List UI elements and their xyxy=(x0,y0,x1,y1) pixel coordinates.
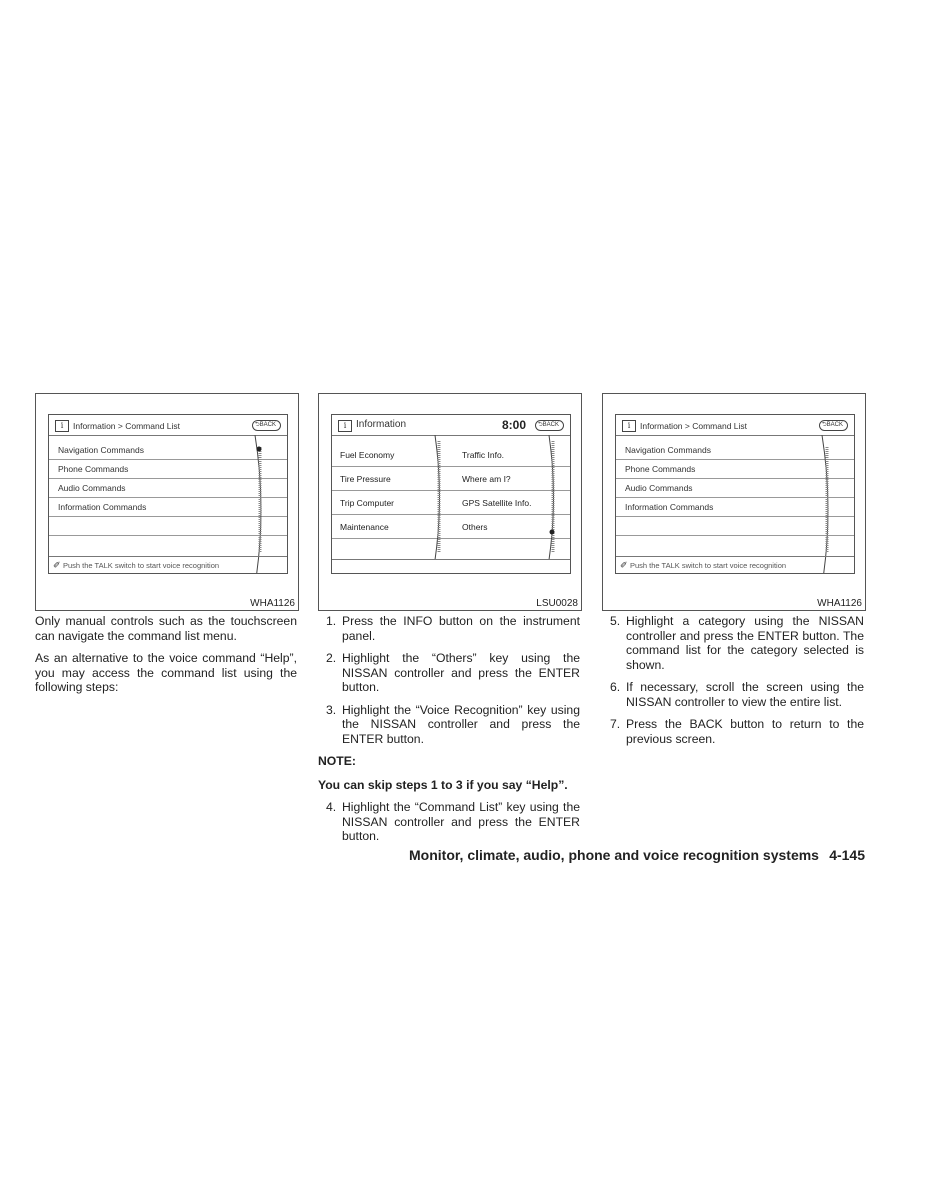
figure-caption: WHA1126 xyxy=(817,598,862,609)
back-label: BACK xyxy=(259,422,276,428)
paragraph: As an alternative to the voice command “Help”, you may access the command list using the following steps: xyxy=(35,651,297,694)
back-button[interactable]: ⮌BACK xyxy=(819,420,848,431)
scrollbar[interactable] xyxy=(253,435,269,574)
screen-title: Information > Command List xyxy=(640,421,748,431)
clock: 8:00 xyxy=(501,418,526,432)
grid-row xyxy=(332,515,570,539)
list-item[interactable]: Information Commands xyxy=(49,498,287,517)
menu-item-tire-pressure[interactable]: Tire Pressure xyxy=(340,474,391,484)
talk-icon: ✐ xyxy=(620,560,628,570)
menu-item-traffic-info[interactable]: Traffic Info. xyxy=(462,450,505,460)
back-label: BACK xyxy=(542,422,559,428)
screen-information-menu xyxy=(331,414,571,574)
list-item[interactable]: Audio Commands xyxy=(49,479,287,498)
list-item-empty xyxy=(49,517,287,536)
page-number: 4-145 xyxy=(829,847,865,863)
info-icon: i xyxy=(622,420,636,432)
step-item: 4. Highlight the “Command List” key using the NISSAN controller and press the ENTER button. xyxy=(326,800,580,843)
menu-item-others[interactable]: Others xyxy=(462,522,488,532)
section-title: Monitor, climate, audio, phone and voice recognition systems xyxy=(409,847,819,863)
grid-row xyxy=(332,443,570,467)
list-item[interactable]: Phone Commands xyxy=(616,460,854,479)
note-text: You can skip steps 1 to 3 if you say “Help”. xyxy=(318,777,568,792)
divider xyxy=(332,559,570,560)
screen-command-list-2 xyxy=(615,414,855,574)
screen-header xyxy=(332,415,570,436)
list-item[interactable]: Navigation Commands xyxy=(49,441,287,460)
info-icon: i xyxy=(338,420,352,432)
scrollbar-left[interactable] xyxy=(432,435,448,560)
figure-command-list-1 xyxy=(35,393,299,611)
back-button[interactable]: ⮌BACK xyxy=(252,420,281,431)
step-item: 3. Highlight the “Voice Recognition” key using the NISSAN controller and press the ENTER button. xyxy=(326,702,580,746)
list-item[interactable]: Audio Commands xyxy=(616,479,854,498)
figure-information-menu xyxy=(318,393,582,611)
screen-header xyxy=(616,415,854,436)
talk-hint: ✐ Push the TALK switch to start voice recognition xyxy=(49,556,287,573)
scrollbar-right[interactable] xyxy=(546,435,562,560)
screen-header xyxy=(49,415,287,436)
figure-caption: WHA1126 xyxy=(250,598,295,609)
text-column-2 xyxy=(318,614,580,852)
screen-title: Information > Command List xyxy=(73,421,181,431)
step-item: 2. Highlight the “Others” key using the NISSAN controller and press the ENTER button. xyxy=(326,651,580,694)
menu-item-fuel-economy[interactable]: Fuel Economy xyxy=(340,450,395,460)
note-heading: NOTE: xyxy=(318,754,356,768)
grid-row xyxy=(332,491,570,515)
figure-caption: LSU0028 xyxy=(536,598,578,609)
step-item: 6. If necessary, scroll the screen using the NISSAN controller to view the entire list. xyxy=(610,680,864,709)
back-label: BACK xyxy=(826,422,843,428)
menu-item-gps-satellite-info[interactable]: GPS Satellite Info. xyxy=(462,498,532,508)
scroll-indicator-icon xyxy=(257,447,262,452)
list-item[interactable]: Phone Commands xyxy=(49,460,287,479)
screen-title: Information xyxy=(356,419,407,430)
information-grid xyxy=(332,443,570,539)
page-footer xyxy=(409,847,865,863)
menu-item-maintenance[interactable]: Maintenance xyxy=(340,522,389,532)
command-category-list xyxy=(49,441,287,536)
talk-hint: ✐ Push the TALK switch to start voice recognition xyxy=(616,556,854,573)
paragraph: Only manual controls such as the touchscreen can navigate the command list menu. xyxy=(35,614,297,643)
menu-item-where-am-i[interactable]: Where am I? xyxy=(462,474,511,484)
text-column-1 xyxy=(35,614,297,703)
info-icon: i xyxy=(55,420,69,432)
screen-command-list-1 xyxy=(48,414,288,574)
list-item-empty xyxy=(616,517,854,536)
command-category-list xyxy=(616,441,854,536)
menu-item-trip-computer[interactable]: Trip Computer xyxy=(340,498,395,508)
text-column-3 xyxy=(602,614,864,754)
step-item: 7. Press the BACK button to return to the previous screen. xyxy=(610,717,864,746)
grid-row xyxy=(332,467,570,491)
list-item[interactable]: Navigation Commands xyxy=(616,441,854,460)
scrollbar[interactable] xyxy=(820,435,836,574)
list-item[interactable]: Information Commands xyxy=(616,498,854,517)
scroll-indicator-icon xyxy=(550,530,555,535)
step-item: 5. Highlight a category using the NISSAN controller and press the ENTER button. The command list for the category selected is shown. xyxy=(610,614,864,672)
figure-command-list-2 xyxy=(602,393,866,611)
talk-icon: ✐ xyxy=(53,560,61,570)
back-button[interactable]: ⮌BACK xyxy=(535,420,564,431)
step-item: 1. Press the INFO button on the instrument panel. xyxy=(326,614,580,643)
